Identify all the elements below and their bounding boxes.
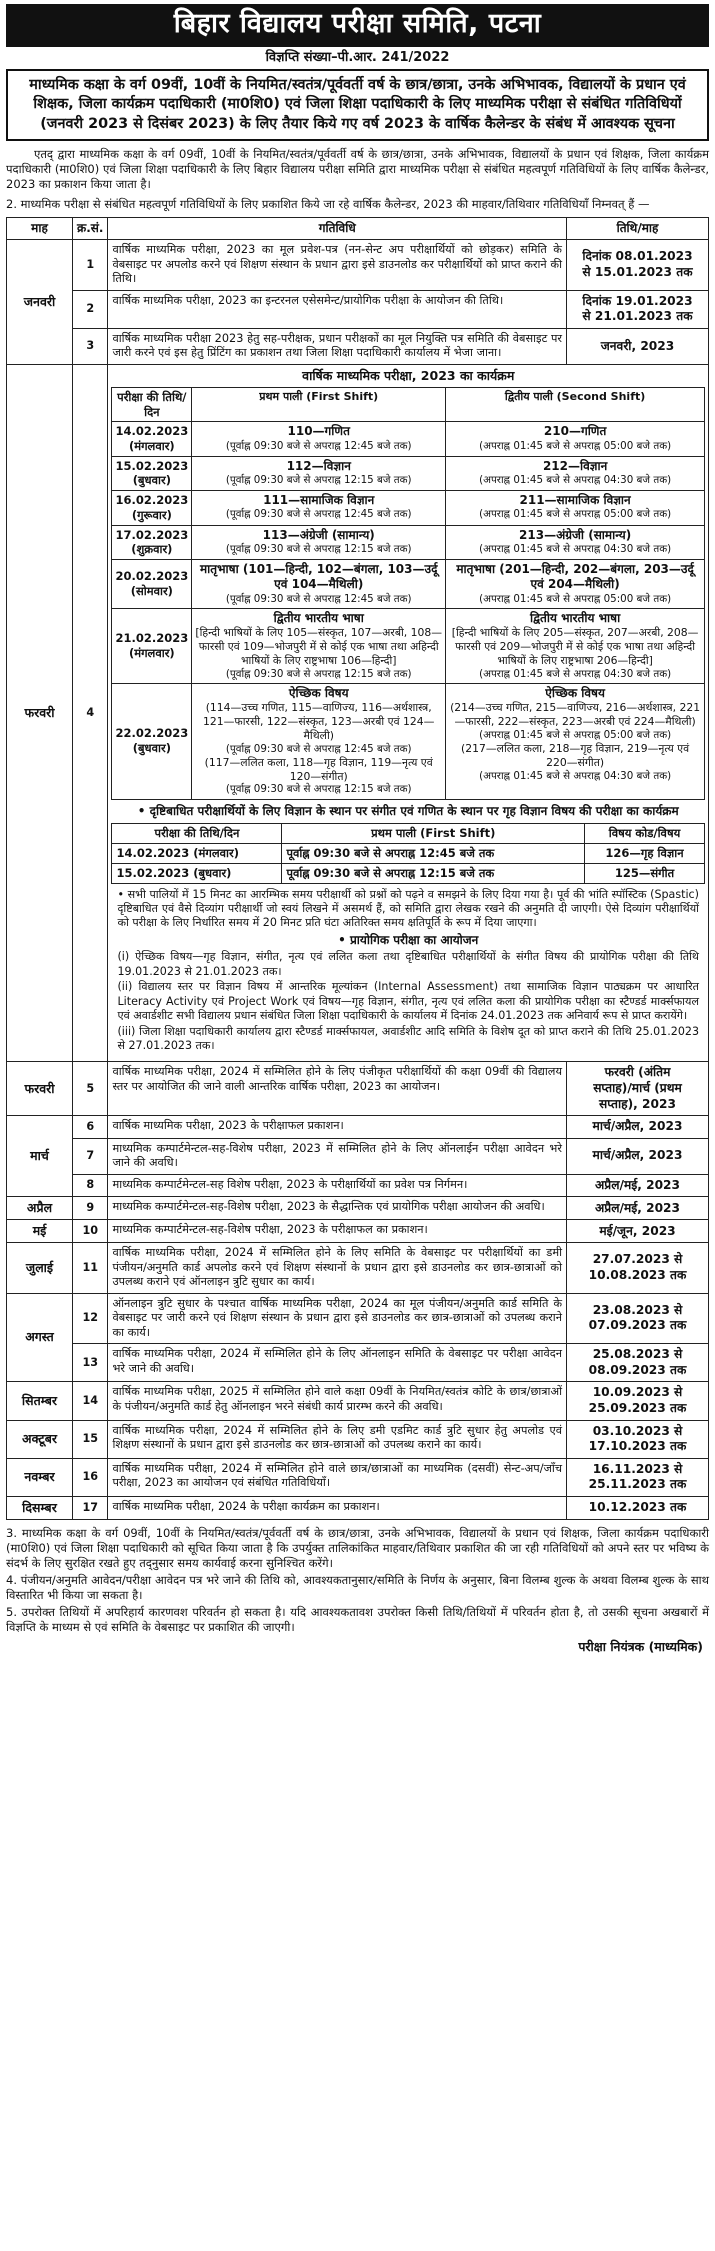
calendar-header-row: [7, 217, 709, 239]
calendar-row: [7, 1197, 709, 1220]
activity-cell: वार्षिक माध्यमिक परीक्षा, 2023 के परीक्षाफल प्रकाशन।: [108, 1116, 567, 1139]
sn-cell: 3: [73, 328, 108, 364]
exam-subject-detail: (114—उच्च गणित, 115—वाणिज्य, 116—अर्थशास्त्र, 121—फारसी, 122—संस्कृत, 123—अरबी एवं 124—मैथिली): [203, 701, 435, 742]
exam-time: (पूर्वाह्न 09:30 बजे से अपराह्न 12:45 बजे तक): [225, 742, 412, 755]
disabled-code: 126—गृह विज्ञान: [585, 844, 705, 864]
month-cell: सितम्बर: [7, 1382, 73, 1420]
exam-subject-detail: (214—उच्च गणित, 215—वाणिज्य, 216—अर्थशास्त्र, 221—फारसी, 222—संस्कृत, 223—अरबी एवं 224—मैथिली): [450, 701, 701, 728]
exam-time: (अपराह्न 01:45 बजे से अपराह्न 04:30 बजे तक): [479, 542, 672, 555]
calendar-row: [7, 1220, 709, 1243]
exam-row: [112, 608, 705, 683]
date-cell: [567, 328, 709, 364]
month-cell: दिसम्बर: [7, 1496, 73, 1519]
exam-shift-cell: [192, 608, 446, 683]
calendar-row: [7, 1496, 709, 1519]
calendar-row: [7, 1382, 709, 1420]
exam-subject: मातृभाषा (101—हिन्दी, 102—बंगला, 103—उर्दू एवं 104—मैथिली): [199, 561, 438, 592]
month-cell: अगस्त: [7, 1293, 73, 1382]
date-line: मई/जून, 2023: [599, 1223, 676, 1238]
calendar-row: [7, 1174, 709, 1197]
sn-cell: 1: [73, 240, 108, 290]
exam-shift-cell: [446, 491, 705, 525]
exam-subject: 113—अंग्रेजी (सामान्य): [262, 527, 375, 542]
exam-shift-cell: [192, 456, 446, 490]
footnote-4: 4. पंजीयन/अनुमति आवेदन/परीक्षा आवेदन पत्र भरे जाने की तिथि को, आवश्यकतानुसार/समिति के निर्णय के अनुसार, बिना विलम्ब शुल्क के अथवा विलम्ब शुल्क के साथ विस्तारित भी किया जा सकता है।: [6, 1572, 709, 1602]
practical-note-ii: (ii) विद्यालय स्तर पर विज्ञान विषय में आन्तरिक मूल्यांकन (Internal Assessment) तथा सामाजिक विज्ञान पाठ्यक्रम पर आधारित Literacy Activity एवं Project Work एवं विषय—गृह विज्ञान, संगीत, नृत्य एवं ललित कला की प्रायोगिक परीक्षा का स्टैण्डर्ड मार्क्सफायल एवं अवार्डशीट सभी विद्यालय प्रधान संबंधित जिला शिक्षा पदाधिकारी के कार्यालय में दिनांक 24.01.2023 तक अनिवार्य रूप से प्राप्त करायेंगे।: [117, 980, 699, 1023]
exam-subject: मातृभाषा (201—हिन्दी, 202—बंगला, 203—उर्दू एवं 204—मैथिली): [456, 561, 694, 592]
activity-cell: वार्षिक माध्यमिक परीक्षा, 2024 में सम्मिलित होने वाले छात्र/छात्राओं का माध्यमिक (दसवीं) सेन्ट-अप/जाँच परीक्षा, 2023 का आयोजन एवं संबंधित गतिविधियाँ।: [108, 1458, 567, 1496]
exam-shift-cell: [446, 559, 705, 608]
date-cell: [567, 1496, 709, 1519]
exam-time: (पूर्वाह्न 09:30 बजे से अपराह्न 12:15 बजे तक): [225, 542, 412, 555]
date-line: जनवरी, 2023: [600, 338, 675, 353]
exam-time: (पूर्वाह्न 09:30 बजे से अपराह्न 12:15 बजे तक): [225, 474, 412, 487]
practical-title: • प्रायोगिक परीक्षा का आयोजन: [338, 932, 479, 947]
sn-cell: 5: [73, 1062, 108, 1116]
date-cell: [567, 1062, 709, 1116]
date-line: 03.10.2023 से: [592, 1423, 683, 1438]
notice-number: विज्ञप्ति संख्या–पी.आर. 241/2022: [265, 49, 450, 65]
exam-date: 15.02.2023: [115, 458, 189, 473]
signature: परीक्षा नियंत्रक (माध्यमिक): [578, 1638, 703, 1654]
exam-shift-cell: [446, 456, 705, 490]
sn-cell: 14: [73, 1382, 108, 1420]
exam-date-cell: [112, 608, 192, 683]
exam-row: [112, 559, 705, 608]
exam-shift-cell: [192, 491, 446, 525]
exam-col-date: परीक्षा की तिथि/दिन: [112, 387, 192, 421]
disabled-header-row: [112, 824, 705, 844]
exam-row: [112, 456, 705, 490]
exam-date-cell: [112, 422, 192, 456]
date-line: 17.10.2023 तक: [588, 1439, 687, 1454]
sn-cell: 6: [73, 1116, 108, 1139]
date-line: 25.09.2023 तक: [588, 1400, 687, 1415]
sn-cell: 16: [73, 1458, 108, 1496]
date-line: से 15.01.2023 तक: [582, 264, 693, 279]
sn-cell: 8: [73, 1174, 108, 1197]
col-month: माह: [7, 217, 73, 239]
sn-cell: 7: [73, 1138, 108, 1174]
exam-shift-cell: [192, 559, 446, 608]
calendar-row: [7, 1116, 709, 1139]
practical-note-i: (i) ऐच्छिक विषय—गृह विज्ञान, संगीत, नृत्य एवं ललित कला तथा दृष्टिबाधित परीक्षार्थियों के संगीत विषय की प्रायोगिक परीक्षा की तिथि 19.01.2023 से 21.01.2023 तक।: [117, 950, 699, 978]
calendar-intro: 2. माध्यमिक परीक्षा से संबंधित महत्वपूर्ण गतिविधियों के लिए प्रकाशित किये जा रहे वार्षिक कैलेन्डर, 2023 की माहवार/तिथिवार गतिविधियाँ निम्नवत् हैं —: [6, 197, 650, 212]
exam-day: (बुधवार): [132, 741, 171, 756]
exam-day: (मंगलवार): [128, 645, 175, 660]
exam-date-cell: [112, 683, 192, 799]
date-cell: [567, 1382, 709, 1420]
disabled-schedule-table: [111, 823, 705, 883]
date-line: सप्ताह)/मार्च (प्रथम: [593, 1081, 682, 1095]
calendar-row: [7, 1293, 709, 1343]
exam-time: (अपराह्न 01:45 बजे से अपराह्न 05:00 बजे तक): [479, 728, 672, 741]
sn-cell: 4: [73, 364, 108, 1062]
date-cell: [567, 1174, 709, 1197]
exam-time: (पूर्वाह्न 09:30 बजे से अपराह्न 12:15 बजे तक): [225, 783, 412, 796]
exam-shift-cell: [446, 683, 705, 799]
sn-cell: 2: [73, 290, 108, 328]
footnote-3: 3. माध्यमिक कक्षा के वर्ग 09वीं, 10वीं के नियमित/स्वतंत्र/पूर्ववर्ती वर्ष के छात्र/छात्रा, उनके अभिभावक, विद्यालयों के प्रधान एवं शिक्षक, जिला कार्यक्रम पदाधिकारी (मा0शि0) एवं जिला शिक्षा पदाधिकारी को सूचित किया जाता है कि उपर्युक्त तालिकांकित माहवार/तिथिवार प्रकाशित की जा रही गतिविधियों को अपने स्तर पर भविष्य के संदर्भ के लिए सुरक्षित रखते हुए तद्नुसार समय कार्यवाई करना सुनिश्चित करेंगे।: [6, 1525, 709, 1570]
disabled-col-shift: प्रथम पाली (First Shift): [282, 824, 585, 844]
date-line: दिनांक 08.01.2023: [582, 249, 693, 264]
activity-cell: ऑनलाइन त्रुटि सुधार के पश्चात वार्षिक माध्यमिक परीक्षा, 2024 का मूल पंजीयन/अनुमति कार्ड समिति के वेबसाइट पर जारी करने एवं शिक्षण संस्थान के प्रधान द्वारा इसे डाउनलोड कर छात्र-छात्राओं को उपलब्ध कराने का कार्य।: [108, 1293, 567, 1343]
exam-date-cell: [112, 491, 192, 525]
date-line: से 21.01.2023 तक: [582, 309, 693, 324]
date-line: 08.09.2023 तक: [588, 1362, 687, 1377]
sn-cell: 13: [73, 1344, 108, 1382]
month-cell: फरवरी: [7, 1062, 73, 1116]
note-reading-time: • सभी पालियों में 15 मिनट का आरम्भिक समय परीक्षार्थी को प्रश्नों को पढ़ने व समझने के लिए दिया गया है। पूर्व की भांति स्पॉस्टिक (Spastic) दृष्टिबाधित एवं वैसे दिव्यांग परीक्षार्थी जो स्वयं लिखने में असमर्थ हैं, को समिति द्वारा लेखक रखने की अनुमति दी जाएगी। ऐसे दिव्यांग परीक्षार्थियों को परीक्षा के लिए निर्धारित समय में 20 मिनट प्रति घंटा अतिरिक्त समय क्षतिपूर्ति के रूप में दिया जाएगा।: [117, 887, 699, 930]
month-cell: फरवरी: [7, 364, 73, 1062]
calendar-row: [7, 1138, 709, 1174]
disabled-code: 125—संगीत: [585, 863, 705, 883]
col-sn: क्र.सं.: [73, 217, 108, 239]
footnote-5: 5. उपरोक्त तिथियों में अपरिहार्य कारणवश परिवर्तन हो सकता है। यदि आवश्यकतावश उपरोक्त किसी तिथि/तिथियों में परिवर्तन होता है, तो उसकी सूचना अखबारों में विज्ञप्ति के माध्यम से एवं समिति के वेबसाइट पर प्रकाशित की जाएगी।: [6, 1604, 709, 1634]
calendar-row: [7, 328, 709, 364]
calendar-row: [7, 1243, 709, 1293]
activity-cell: माध्यमिक कम्पार्टमेन्टल-सह-विशेष परीक्षा, 2023 के परीक्षाफल का प्रकाशन।: [108, 1220, 567, 1243]
exam-subject: 212—विज्ञान: [542, 458, 608, 473]
date-line: अप्रैल/मई, 2023: [594, 1177, 681, 1192]
exam-date: 20.02.2023: [115, 569, 189, 584]
activity-cell: वार्षिक माध्यमिक परीक्षा, 2024 में सम्मिलित होने के लिए डमी एडमिट कार्ड त्रुटि सुधार हेतु अपलोड एवं शिक्षण संस्थानों के प्रधान द्वारा इसे डाउनलोड कर छात्र-छात्राओं को उपलब्ध कराने का कार्य।: [108, 1420, 567, 1458]
sn-cell: 9: [73, 1197, 108, 1220]
date-cell: [567, 1138, 709, 1174]
disabled-program-title: • दृष्टिबाधित परीक्षार्थियों के लिए विज्ञान के स्थान पर संगीत एवं गणित के स्थान पर गृह विज्ञान विषय की परीक्षा का कार्यक्रम: [137, 803, 679, 818]
date-cell: [567, 1420, 709, 1458]
col-activity: गतिविधि: [108, 217, 567, 239]
sn-cell: 15: [73, 1420, 108, 1458]
page-title: बिहार विद्यालय परीक्षा समिति, पटना: [6, 4, 709, 47]
activity-cell: माध्यमिक कम्पार्टमेन्टल-सह-विशेष परीक्षा, 2023 में सम्मिलित होने के लिए ऑनलाईन परीक्षा आवेदन भरे जाने की अवधि।: [108, 1138, 567, 1174]
exam-day: (शुक्रवार): [131, 542, 173, 557]
exam-date: 21.02.2023: [115, 631, 189, 646]
sn-cell: 17: [73, 1496, 108, 1519]
month-cell: जुलाई: [7, 1243, 73, 1293]
exam-time: (अपराह्न 01:45 बजे से अपराह्न 05:00 बजे तक): [479, 592, 672, 605]
exam-subject-detail: [हिन्दी भाषियों के लिए 105—संस्कृत, 107—अरबी, 108—फारसी एवं 109—भोजपुरी में से कोई एक भाषा तथा अहिन्दी भाषियों के लिए राष्ट्रभाषा 106—हिन्दी]: [195, 626, 443, 667]
exam-header-row: [112, 387, 705, 421]
exam-time: (पूर्वाह्न 09:30 बजे से अपराह्न 12:45 बजे तक): [225, 508, 412, 521]
exam-row: [112, 422, 705, 456]
month-cell: अक्टूबर: [7, 1420, 73, 1458]
date-cell: [567, 1220, 709, 1243]
disabled-col-date: परीक्षा की तिथि/दिन: [112, 824, 282, 844]
exam-date: 14.02.2023: [115, 424, 189, 439]
exam-time: (अपराह्न 01:45 बजे से अपराह्न 05:00 बजे तक): [479, 508, 672, 521]
date-cell: [567, 1293, 709, 1343]
exam-subject: 211—सामाजिक विज्ञान: [519, 493, 631, 508]
date-cell: [567, 290, 709, 328]
exam-time: (अपराह्न 01:45 बजे से अपराह्न 04:30 बजे तक): [479, 769, 672, 782]
exam-subject: ऐच्छिक विषय: [545, 685, 605, 700]
col-date: तिथि/माह: [567, 217, 709, 239]
notice-subject: माध्यमिक कक्षा के वर्ग 09वीं, 10वीं के नियमित/स्वतंत्र/पूर्ववर्ती वर्ष के छात्र/छात्रा, उनके अभिभावक, विद्यालयों के प्रधान एवं शिक्षक, जिला कार्यक्रम पदाधिकारी (मा0शि0) एवं जिला शिक्षा पदाधिकारी के लिए माध्यमिक परीक्षा से संबंधित गतिविधियों (जनवरी 2023 से दिसंबर 2023) के लिए तैयार किये गए वर्ष 2023 के वार्षिक कैलेन्डर के संबंध में आवश्यक सूचना: [6, 69, 709, 141]
exam-time: (अपराह्न 01:45 बजे से अपराह्न 05:00 बजे तक): [479, 439, 672, 452]
intro-paragraph: एतद् द्वारा माध्यमिक कक्षा के वर्ग 09वीं, 10वीं के नियमित/स्वतंत्र/पूर्ववर्ती वर्ष के छात्र/छात्रा, उनके अभिभावक, विद्यालयों के प्रधान एवं शिक्षक, जिला कार्यक्रम पदाधिकारी (मा0शि0) एवं जिला शिक्षा पदाधिकारी के लिए बिहार विद्यालय परीक्षा समिति द्वारा माध्यमिक परीक्षा से संबंधित महत्वपूर्ण गतिविधियों के लिए वार्षिक कैलेन्डर, 2023 का प्रकाशन किया जाता है।: [6, 147, 709, 191]
month-cell: नवम्बर: [7, 1458, 73, 1496]
month-cell: अप्रैल: [7, 1197, 73, 1220]
exam-subject: द्वितीय भारतीय भाषा: [273, 610, 364, 625]
exam-time: (अपराह्न 01:45 बजे से अपराह्न 04:30 बजे तक): [479, 474, 672, 487]
date-line: अप्रैल/मई, 2023: [594, 1200, 681, 1215]
disabled-shift: पूर्वाह्न 09:30 बजे से अपराह्न 12:15 बजे तक: [282, 863, 585, 883]
date-cell: [567, 1116, 709, 1139]
exam-shift-cell: [192, 683, 446, 799]
disabled-col-code: विषय कोड/विषय: [585, 824, 705, 844]
activity-cell: वार्षिक माध्यमिक परीक्षा, 2024 के परीक्षा कार्यक्रम का प्रकाशन।: [108, 1496, 567, 1519]
exam-subject-detail: [हिन्दी भाषियों के लिए 205—संस्कृत, 207—अरबी, 208—फारसी एवं 209—भोजपुरी में से कोई एक भाषा तथा अहिन्दी भाषियों के लिए राष्ट्रभाषा 206—हिन्दी]: [451, 626, 699, 667]
date-cell: [567, 1197, 709, 1220]
exam-day: (बुधवार): [132, 473, 171, 488]
exam-subject: 213—अंग्रेजी (सामान्य): [519, 527, 632, 542]
exam-subject: 112—विज्ञान: [286, 458, 351, 473]
date-cell: [567, 240, 709, 290]
exam-date-cell: [112, 456, 192, 490]
date-line: 07.09.2023 तक: [588, 1318, 687, 1333]
date-cell: [567, 1344, 709, 1382]
disabled-date: 14.02.2023 (मंगलवार): [112, 844, 282, 864]
activity-cell: माध्यमिक कम्पार्टमेन्टल-सह विशेष परीक्षा, 2023 के परीक्षार्थियों का प्रवेश पत्र निर्गमन।: [108, 1174, 567, 1197]
exam-date: 22.02.2023: [115, 726, 189, 741]
exam-time: (अपराह्न 01:45 बजे से अपराह्न 04:30 बजे तक): [479, 667, 672, 680]
activity-cell: वार्षिक माध्यमिक परीक्षा, 2024 में सम्मिलित होने के लिए पंजीकृत परीक्षार्थियों की कक्षा 09वीं की विद्यालय स्तर पर आयोजित की जाने वाली आन्तरिक वार्षिक परीक्षा, 2023 का आयोजन।: [108, 1062, 567, 1116]
month-cell: मार्च: [7, 1116, 73, 1197]
exam-day: (मंगलवार): [128, 438, 175, 453]
exam-date-cell: [112, 559, 192, 608]
activity-cell: वार्षिक माध्यमिक परीक्षा, 2024 में सम्मिलित होने के लिए समिति के वेबसाइट पर परीक्षार्थियों का डमी पंजीयन/अनुमति कार्ड अपलोड करने एवं शिक्षण संस्थानों के प्रधान द्वारा इसे डाउनलोड कर छात्र-छात्राओं को उपलब्ध कराने एवं ऑनलाइन त्रुटि सुधार का कार्य।: [108, 1243, 567, 1293]
activity-cell: वार्षिक माध्यमिक परीक्षा, 2023 का मूल प्रवेश-पत्र (नन-सेन्ट अप परीक्षार्थियों को छोड़कर) समिति के वेबसाइट पर अपलोड करने एवं शिक्षण संस्थान के प्रधान द्वारा इसे डाउनलोड कर परीक्षार्थियों को प्राप्त कराने की तिथि।: [108, 240, 567, 290]
date-line: फरवरी (अंतिम: [604, 1065, 671, 1080]
exam-day: (सोमवार): [130, 583, 173, 598]
exam-shift-cell: [192, 525, 446, 559]
disabled-date: 15.02.2023 (बुधवार): [112, 863, 282, 883]
exam-program-title: वार्षिक माध्यमिक परीक्षा, 2023 का कार्यक्रम: [302, 367, 515, 383]
calendar-row: [7, 1062, 709, 1116]
exam-schedule-table: [111, 387, 705, 800]
disabled-row: [112, 863, 705, 883]
exam-subject-detail: (217—ललित कला, 218—गृह विज्ञान, 219—नृत्य एवं 220—संगीत): [461, 741, 690, 769]
exam-shift-cell: [446, 608, 705, 683]
footnotes: [6, 1526, 709, 1635]
exam-date-cell: [112, 525, 192, 559]
exam-col-first: प्रथम पाली (First Shift): [192, 387, 446, 421]
date-line: 23.08.2023 से: [592, 1302, 683, 1317]
exam-notes: [111, 884, 705, 1059]
exam-shift-cell: [192, 422, 446, 456]
date-cell: [567, 1458, 709, 1496]
disabled-shift: पूर्वाह्न 09:30 बजे से अपराह्न 12:45 बजे तक: [282, 844, 585, 864]
exam-subject: 110—गणित: [287, 424, 350, 439]
exam-date: 16.02.2023: [115, 493, 189, 508]
calendar-row: [7, 1420, 709, 1458]
exam-day: (गुरूवार): [131, 507, 172, 522]
disabled-row: [112, 844, 705, 864]
calendar-row: [7, 290, 709, 328]
exam-subject: ऐच्छिक विषय: [288, 685, 349, 700]
sn-cell: 10: [73, 1220, 108, 1243]
february-exam-row: [7, 364, 709, 1062]
date-cell: [567, 1243, 709, 1293]
exam-subject: द्वितीय भारतीय भाषा: [529, 610, 621, 625]
calendar-row: [7, 1344, 709, 1382]
exam-row: [112, 683, 705, 799]
date-line: 25.11.2023 तक: [588, 1477, 687, 1492]
sn-cell: 12: [73, 1293, 108, 1343]
date-line: दिनांक 19.01.2023: [582, 293, 693, 308]
sn-cell: 11: [73, 1243, 108, 1293]
exam-subject-detail: (117—ललित कला, 118—गृह विज्ञान, 119—नृत्य एवं 120—संगीत): [204, 755, 433, 783]
exam-time: (पूर्वाह्न 09:30 बजे से अपराह्न 12:15 बजे तक): [225, 667, 412, 680]
activity-cell: माध्यमिक कम्पार्टमेन्टल-सह-विशेष परीक्षा, 2023 के सैद्धान्तिक एवं प्रायोगिक परीक्षा आयोजन की अवधि।: [108, 1197, 567, 1220]
exam-subject: 210—गणित: [543, 424, 607, 439]
exam-program-cell: [108, 364, 709, 1062]
date-line: 10.09.2023 से: [592, 1385, 683, 1400]
month-cell: मई: [7, 1220, 73, 1243]
exam-shift-cell: [446, 525, 705, 559]
calendar-table: [6, 217, 709, 1520]
date-line: मार्च/अप्रैल, 2023: [592, 1148, 683, 1163]
exam-time: (पूर्वाह्न 09:30 बजे से अपराह्न 12:45 बजे तक): [225, 592, 412, 605]
exam-row: [112, 491, 705, 525]
activity-cell: वार्षिक माध्यमिक परीक्षा 2023 हेतु सह-परीक्षक, प्रधान परीक्षकों का मूल नियुक्ति पत्र समिति की वेबसाइट पर जारी करने एवं इस हेतु प्रिंटिंग का प्रकाशन तथा जिला शिक्षा पदाधिकारी कार्यालय में भेजा जाना।: [108, 328, 567, 364]
practical-note-iii: (iii) जिला शिक्षा पदाधिकारी कार्यालय द्वारा स्टैण्डर्ड मार्क्सफायल, अवार्डशीट आदि समिति के विशेष दूत को प्राप्त कराने की तिथि 25.01.2023 से 27.01.2023 तक।: [117, 1024, 699, 1052]
activity-cell: वार्षिक माध्यमिक परीक्षा, 2023 का इन्टरनल एसेसमेन्ट/प्रायोगिक परीक्षा के आयोजन की तिथि।: [108, 290, 567, 328]
exam-subject: 111—सामाजिक विज्ञान: [263, 493, 375, 508]
exam-shift-cell: [446, 422, 705, 456]
date-line: 25.08.2023 से: [592, 1347, 683, 1362]
date-line: 27.07.2023 से: [592, 1252, 683, 1267]
calendar-row: [7, 240, 709, 290]
date-line: 16.11.2023 से: [592, 1461, 683, 1476]
month-cell: जनवरी: [7, 240, 73, 364]
exam-date: 17.02.2023: [115, 527, 189, 542]
exam-time: (पूर्वाह्न 09:30 बजे से अपराह्न 12:45 बजे तक): [225, 439, 412, 452]
exam-row: [112, 525, 705, 559]
activity-cell: वार्षिक माध्यमिक परीक्षा, 2024 में सम्मिलित होने के लिए ऑनलाइन समिति के वेबसाइट पर परीक्षा आवेदन भरे जाने की अवधि।: [108, 1344, 567, 1382]
date-line: सप्ताह), 2023: [599, 1096, 676, 1111]
date-line: 10.08.2023 तक: [588, 1268, 687, 1283]
exam-col-second: द्वितीय पाली (Second Shift): [446, 387, 705, 421]
date-line: 10.12.2023 तक: [588, 1500, 687, 1515]
activity-cell: वार्षिक माध्यमिक परीक्षा, 2025 में सम्मिलित होने वाले कक्षा 09वीं के नियमित/स्वतंत्र कोटि के छात्र/छात्राओं के पंजीयन/अनुमति कार्ड हेतु ऑनलाइन भरने संबंधी कार्य प्रारम्भ करने की अवधि।: [108, 1382, 567, 1420]
calendar-row: [7, 1458, 709, 1496]
date-line: मार्च/अप्रैल, 2023: [592, 1119, 683, 1134]
